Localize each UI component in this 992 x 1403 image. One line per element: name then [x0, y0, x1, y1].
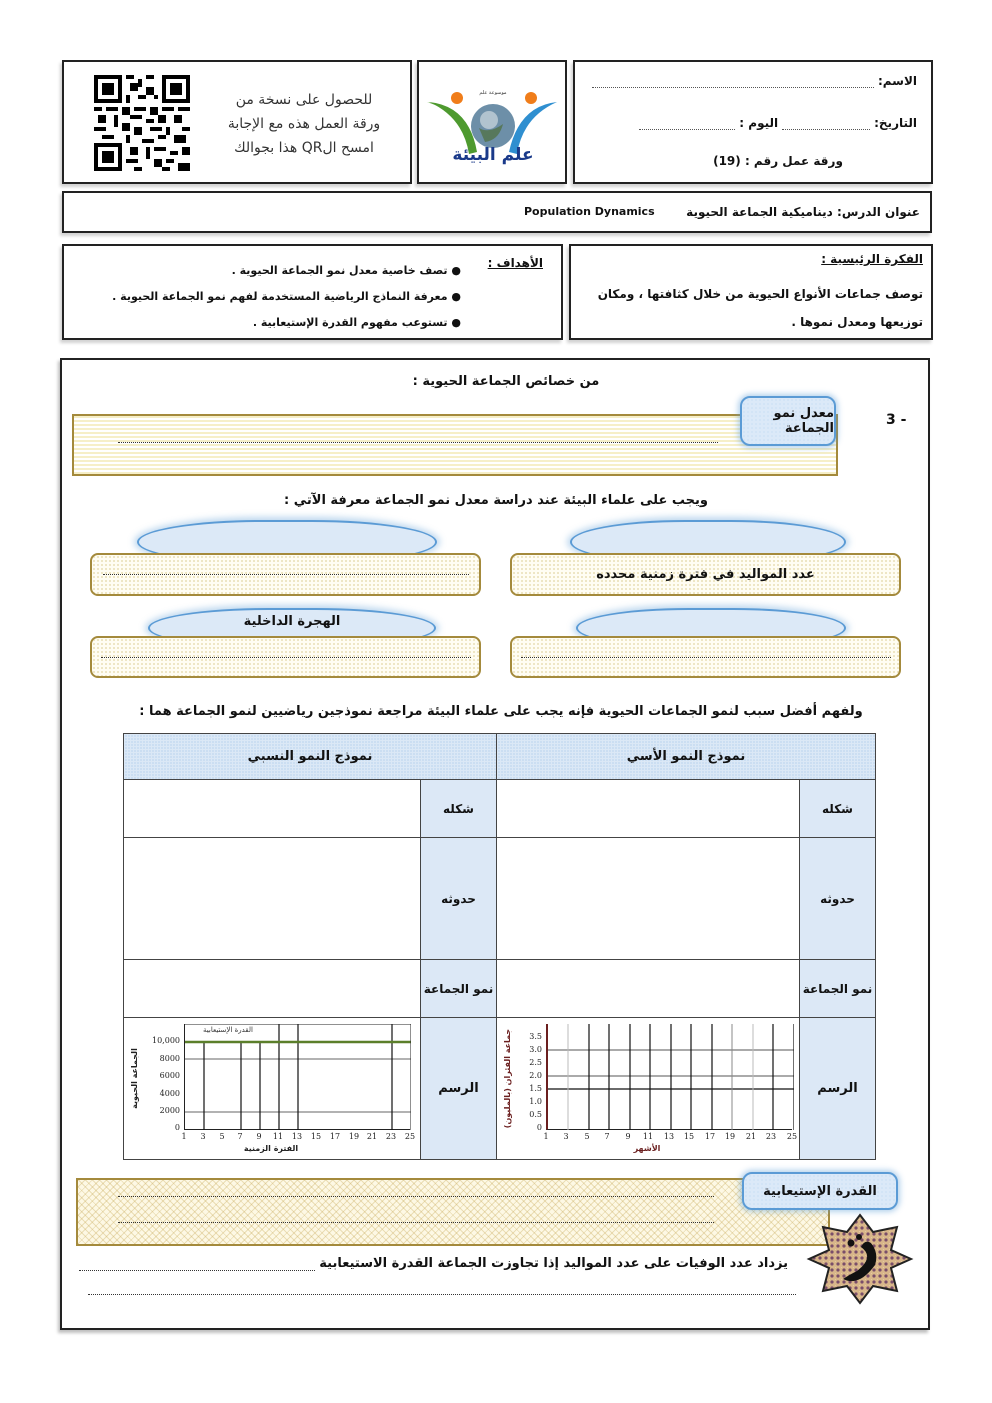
qr-instructions: للحصول على نسخة من ورقة العمل هذه مع الإجابة امسح الQR هذا بجوالك: [227, 92, 381, 156]
day-label: اليوم :: [739, 116, 779, 130]
row-label-occurrence: حدوثه: [800, 838, 876, 960]
factor-box-3[interactable]: [510, 636, 901, 678]
answer-line[interactable]: [118, 442, 718, 443]
name-label: الاسم:: [877, 74, 917, 88]
row-label-growth: نمو الجماعة: [800, 960, 876, 1018]
logistic-growth-chart: القدرة الإستيعابية 10,000 8000 6000 4000 2000 0 الجماعة الحيوية 1 3 5 7 9 11 13 15 17 19 21 23 25 الفترة الزمنية: [126, 1022, 416, 1156]
section-title: من خصائص الجماعة الحيوية :: [412, 374, 600, 389]
think-statement-row: [79, 1256, 788, 1271]
factor-text: عدد المواليد في فترة زمنية محدده: [596, 567, 815, 582]
row-label-drawing: الرسم: [421, 1018, 497, 1160]
log-occurrence-cell[interactable]: [124, 838, 421, 960]
lesson-english-title: Population Dynamics: [524, 205, 655, 218]
row-label-shape: شكله: [421, 780, 497, 838]
table-row: [124, 780, 876, 838]
x-ticks: 1 3 5 7 9 11 13 15 17 19 21 23 25: [543, 1132, 798, 1141]
goals-heading: الأهداف :: [487, 256, 543, 270]
exponential-growth-chart: 3.5 3.0 2.5 2.0 1.5 1.0 0.5 0 جماعة الفئران (بالمليون) 1 3 5 7 9 11 13 15 17 19 21 23 25 الأشهر: [498, 1022, 796, 1156]
y-axis-title: الجماعة الحيوية: [129, 1048, 139, 1109]
exp-occurrence-cell[interactable]: [497, 838, 800, 960]
factor-box-births[interactable]: [510, 553, 901, 596]
logo-box: [417, 60, 567, 184]
answer-line[interactable]: [103, 574, 469, 575]
x-ticks: 1 3 5 7 9 11 13 15 17 19 21 23 25: [181, 1132, 416, 1141]
exp-shape-cell[interactable]: [497, 780, 800, 838]
factor-box-4[interactable]: [90, 636, 481, 678]
answer-line[interactable]: [101, 657, 471, 658]
carrying-capacity-tag: القدرة الإستيعابية: [742, 1172, 898, 1210]
goal-item: ● تصف خاصية معدل نمو الجماعة الحيوية .: [231, 264, 461, 277]
main-idea-text: توصف جماعات الأنواع الحيوية من خلال كثافتها ، ومكان توزيعها ومعدل نموها .: [597, 287, 923, 329]
think-statement: يزداد عدد الوفيات على عدد المواليد إذا تجاوزت الجماعة القدرة الاستيعابية: [319, 1256, 788, 1271]
goals-list: [112, 258, 461, 336]
main-idea-heading: الفكرة الرئيسية :: [821, 252, 923, 266]
chart-grid: [548, 1024, 794, 1130]
item-number: 3 -: [886, 412, 907, 428]
answer-line[interactable]: [118, 1222, 714, 1223]
svg-text:موسوعة علم: موسوعة علم: [479, 90, 507, 96]
chart-plot-area[interactable]: [546, 1024, 792, 1130]
bullet-icon: ●: [447, 290, 461, 303]
row-label-growth: نمو الجماعة: [421, 960, 497, 1018]
table-header-row: [124, 734, 876, 780]
table-row: [124, 838, 876, 960]
table-row: [124, 960, 876, 1018]
answer-line[interactable]: [79, 1261, 315, 1271]
exp-growth-cell[interactable]: [497, 960, 800, 1018]
chart-grid: [185, 1024, 411, 1130]
answer-line[interactable]: [521, 657, 891, 658]
name-row: [592, 74, 917, 88]
carrying-capacity-answer-area[interactable]: [76, 1178, 830, 1246]
bullet-icon: ●: [447, 264, 461, 277]
header-exponential: نموذج النمو الأسي: [497, 734, 876, 780]
row-label-occurrence: حدوثه: [421, 838, 497, 960]
student-info-box: [573, 60, 933, 184]
worksheet-number: ورقة عمل رقم : (19): [713, 154, 843, 168]
name-field[interactable]: [592, 78, 874, 88]
models-intro: ولفهم أفضل سبب لنمو الجماعات الحيوية فإنه يجب على علماء البيئة مراجعة نموذجين رياضيين لنمو الجماعة هما :: [139, 704, 863, 719]
day-field[interactable]: [639, 120, 735, 130]
factors-intro: ويجب على علماء البيئة عند دراسة معدل نمو الجماعة معرفة الآتي :: [284, 493, 708, 508]
factor-pill-immigration[interactable]: الهجرة الداخلية: [148, 608, 436, 648]
goal-item: ● معرفة النماذج الرياضية المستخدمة لفهم نمو الجماعة الحيوية .: [112, 290, 461, 303]
main-idea-box: [569, 244, 933, 340]
log-shape-cell[interactable]: [124, 780, 421, 838]
factor-box-2[interactable]: [90, 553, 481, 596]
date-row: [639, 116, 917, 130]
row-label-drawing: الرسم: [800, 1018, 876, 1160]
answer-line[interactable]: [88, 1294, 796, 1295]
bullet-icon: ●: [447, 316, 461, 329]
y-axis-title: جماعة الفئران (بالمليون): [503, 1028, 513, 1129]
qr-box: [62, 60, 412, 184]
environment-science-logo-icon: [419, 62, 565, 182]
carrying-capacity-annotation: القدرة الإستيعابية: [203, 1026, 253, 1034]
growth-rate-tag: معدل نمو الجماعة: [740, 396, 836, 446]
date-label: التاريخ:: [874, 116, 917, 130]
header-logistic: نموذج النمو النسبي: [124, 734, 497, 780]
growth-rate-answer-area[interactable]: [72, 414, 838, 476]
think-star-icon: [805, 1213, 915, 1305]
chart-plot-area[interactable]: [184, 1024, 410, 1130]
answer-line[interactable]: [118, 1196, 714, 1197]
row-label-shape: شكله: [800, 780, 876, 838]
date-field[interactable]: [782, 120, 870, 130]
goal-item: ● تستوعب مفهوم القدرة الإستيعابية .: [252, 316, 461, 329]
lesson-title: عنوان الدرس: ديناميكية الجماعة الحيوية: [686, 205, 920, 219]
qr-code-icon[interactable]: [94, 75, 190, 171]
log-growth-cell[interactable]: [124, 960, 421, 1018]
goals-box: [62, 244, 563, 340]
svg-text:علم البيئة: علم البيئة: [452, 145, 534, 165]
lesson-title-box: [62, 191, 932, 233]
x-axis-title: الفترة الزمنية: [243, 1144, 299, 1153]
x-axis-title: الأشهر: [633, 1144, 661, 1153]
